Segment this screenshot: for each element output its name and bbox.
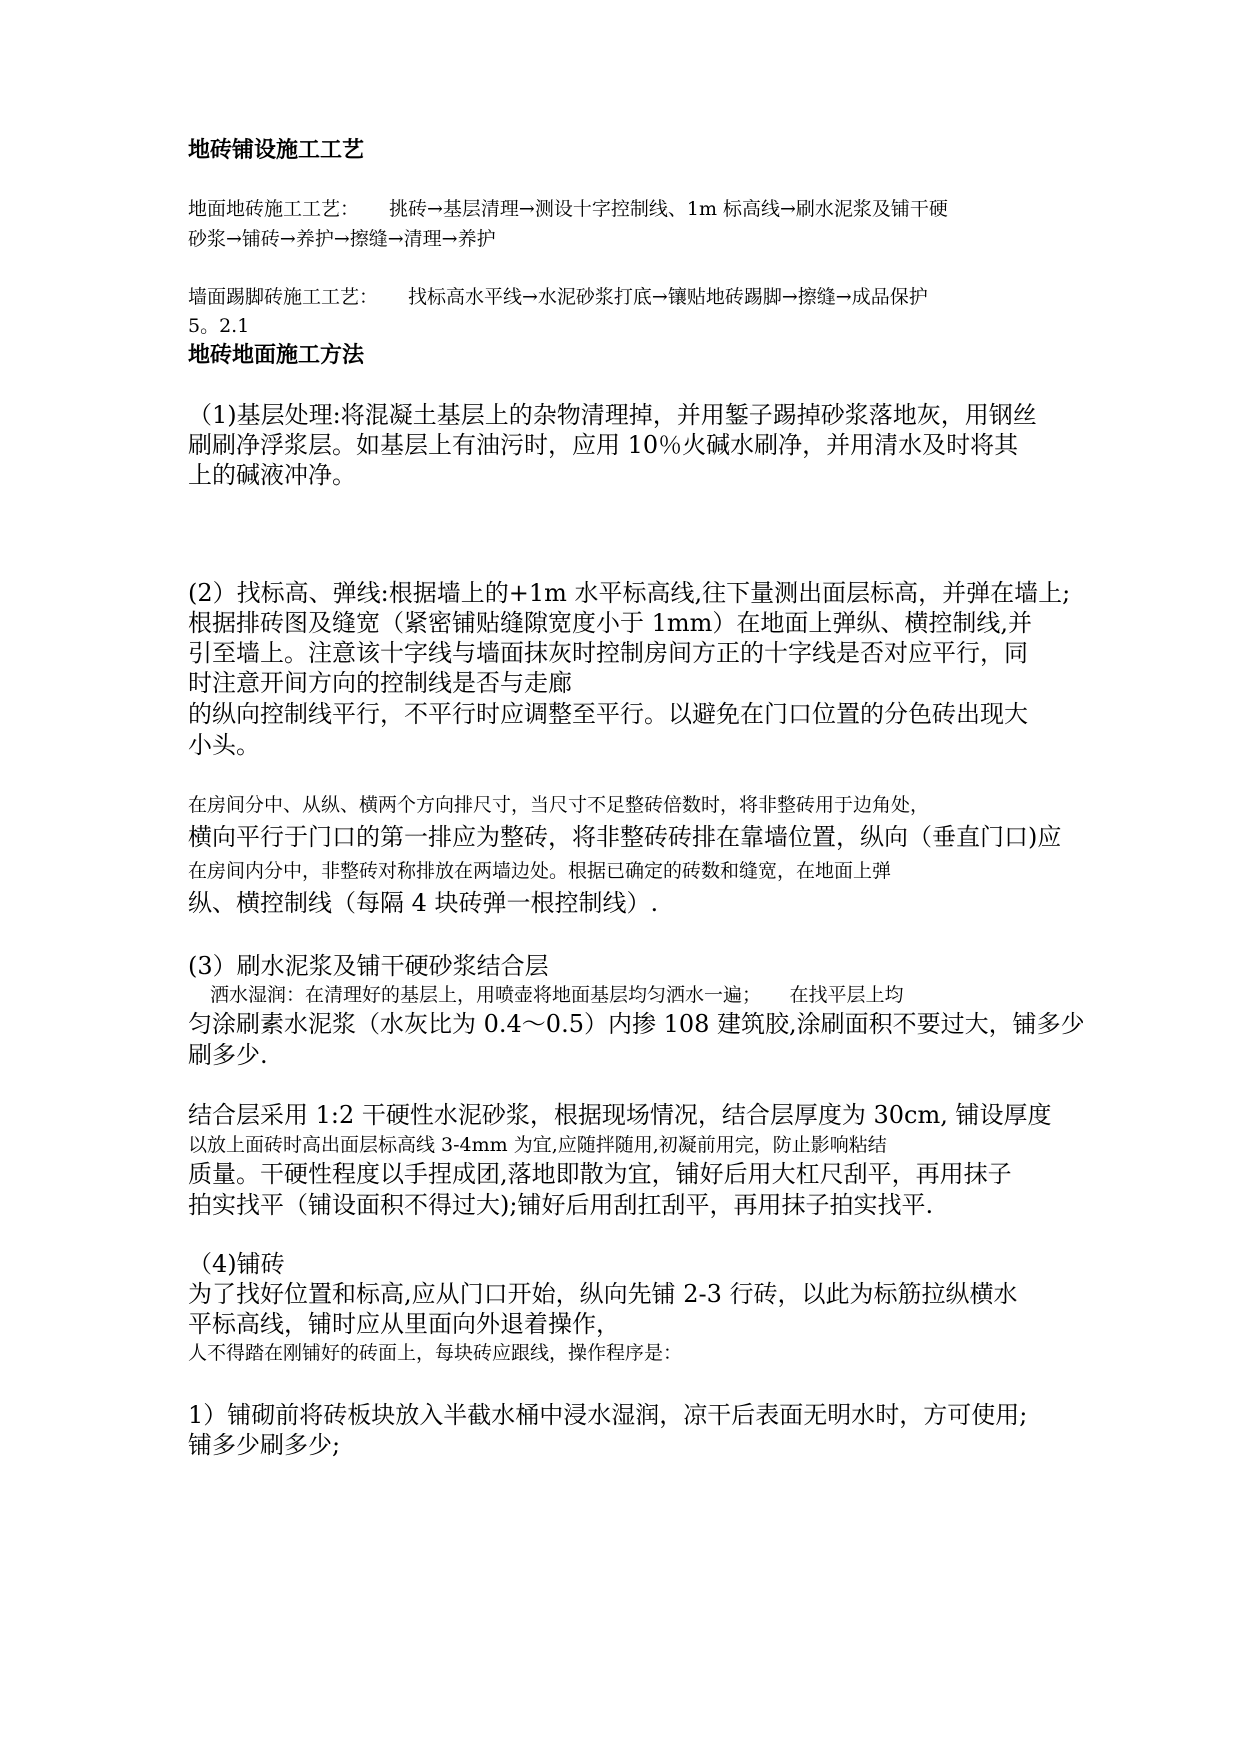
paragraph-line: 结合层采用 1:2 干硬性水泥砂浆，根据现场情况，结合层厚度为 30cm, 铺设厚度 — [188, 1101, 1052, 1129]
paragraph-line: 纵、横控制线（每隔 4 块砖弹一根控制线）. — [188, 889, 659, 917]
paragraph-line: 引至墙上。注意该十字线与墙面抹灰时控制房间方正的十字线是否对应平行，同 — [188, 639, 1028, 667]
paragraph-line: 人不得踏在刚铺好的砖面上，每块砖应跟线，操作程序是： — [188, 1342, 683, 1364]
paragraph-line: 1）铺砌前将砖板块放入半截水桶中浸水湿润，凉干后表面无明水时，方可使用; — [188, 1401, 1028, 1429]
floor-process-steps: 挑砖→基层清理→测设十字控制线、1m 标高线→刷水泥浆及铺干硬 — [389, 198, 948, 220]
paragraph-line: (2）找标高、弹线:根据墙上的+1m 水平标高线,往下量测出面层标高，并弹在墙上; — [188, 579, 1071, 607]
paragraph-line: 平标高线，铺时应从里面向外退着操作， — [188, 1310, 620, 1338]
paragraph-line: 铺多少刷多少; — [188, 1431, 341, 1459]
paragraph-line: 刷刷净浮浆层。如基层上有油污时，应用 10％火碱水刷净，并用清水及时将其 — [188, 431, 1019, 459]
skirting-process-steps: 找标高水平线→水泥砂浆打底→镶贴地砖踢脚→擦缝→成品保护 — [408, 286, 928, 308]
skirting-process-label: 墙面踢脚砖施工工艺： — [188, 286, 379, 308]
paragraph-line: 为了找好位置和标高,应从门口开始，纵向先铺 2-3 行砖，以此为标筋拉纵横水 — [188, 1280, 1018, 1308]
paragraph-line: （1)基层处理:将混凝土基层上的杂物清理掉，并用錾子踢掉砂浆落地灰，用钢丝 — [188, 401, 1037, 429]
paragraph-line: 根据排砖图及缝宽（紧密铺贴缝隙宽度小于 1mm）在地面上弹纵、横控制线,并 — [188, 609, 1033, 637]
paragraph-heading: （4)铺砖 — [188, 1250, 285, 1278]
paragraph-line: 上的碱液冲净。 — [188, 461, 356, 489]
floor-process-line-1 — [188, 200, 948, 219]
section-number: 5。2.1 — [188, 315, 250, 337]
paragraph-line: 的纵向控制线平行，不平行时应调整至平行。以避免在门口位置的分色砖出现大 — [188, 700, 1028, 728]
floor-process-line-2: 砂浆→铺砖→养护→擦缝→清理→养护 — [188, 228, 496, 250]
paragraph-line: 时注意开间方向的控制线是否与走廊 — [188, 669, 572, 697]
paragraph-line: 刷多少. — [188, 1041, 268, 1069]
paragraph-line: 质量。干硬性程度以手捏成团,落地即散为宜，铺好后用大杠尺刮平，再用抹子 — [188, 1160, 1012, 1188]
paragraph-line: 在房间内分中，非整砖对称排放在两墙边处。根据已确定的砖数和缝宽，在地面上弹 — [188, 860, 892, 882]
section-title: 地砖地面施工方法 — [188, 342, 365, 368]
paragraph-line: 拍实找平（铺设面积不得过大);铺好后用刮扛刮平，再用抹子拍实找平. — [188, 1191, 934, 1219]
paragraph-line: 小头。 — [188, 731, 260, 759]
paragraph-line: 在房间分中、从纵、横两个方向排尺寸，当尺寸不足整砖倍数时，将非整砖用于边角处， — [188, 794, 930, 816]
paragraph-heading: (3）刷水泥浆及铺干硬砂浆结合层 — [188, 952, 549, 980]
floor-process-label: 地面地砖施工工艺： — [188, 198, 360, 220]
paragraph-line: 洒水湿润：在清理好的基层上，用喷壶将地面基层均匀洒水一遍； 在找平层上均 — [210, 984, 904, 1006]
paragraph-line: 横向平行于门口的第一排应为整砖，将非整砖砖排在靠墙位置，纵向（垂直门口)应 — [188, 823, 1062, 851]
document-title: 地砖铺设施工工艺 — [188, 137, 365, 163]
skirting-process-line — [188, 288, 928, 307]
paragraph-line: 以放上面砖时高出面层标高线 3-4mm 为宜,应随拌随用,初凝前用完，防止影响粘结 — [188, 1134, 887, 1156]
paragraph-line: 匀涂刷素水泥浆（水灰比为 0.4～0.5）内掺 108 建筑胶,涂刷面积不要过大，铺多少 — [188, 1010, 1085, 1038]
